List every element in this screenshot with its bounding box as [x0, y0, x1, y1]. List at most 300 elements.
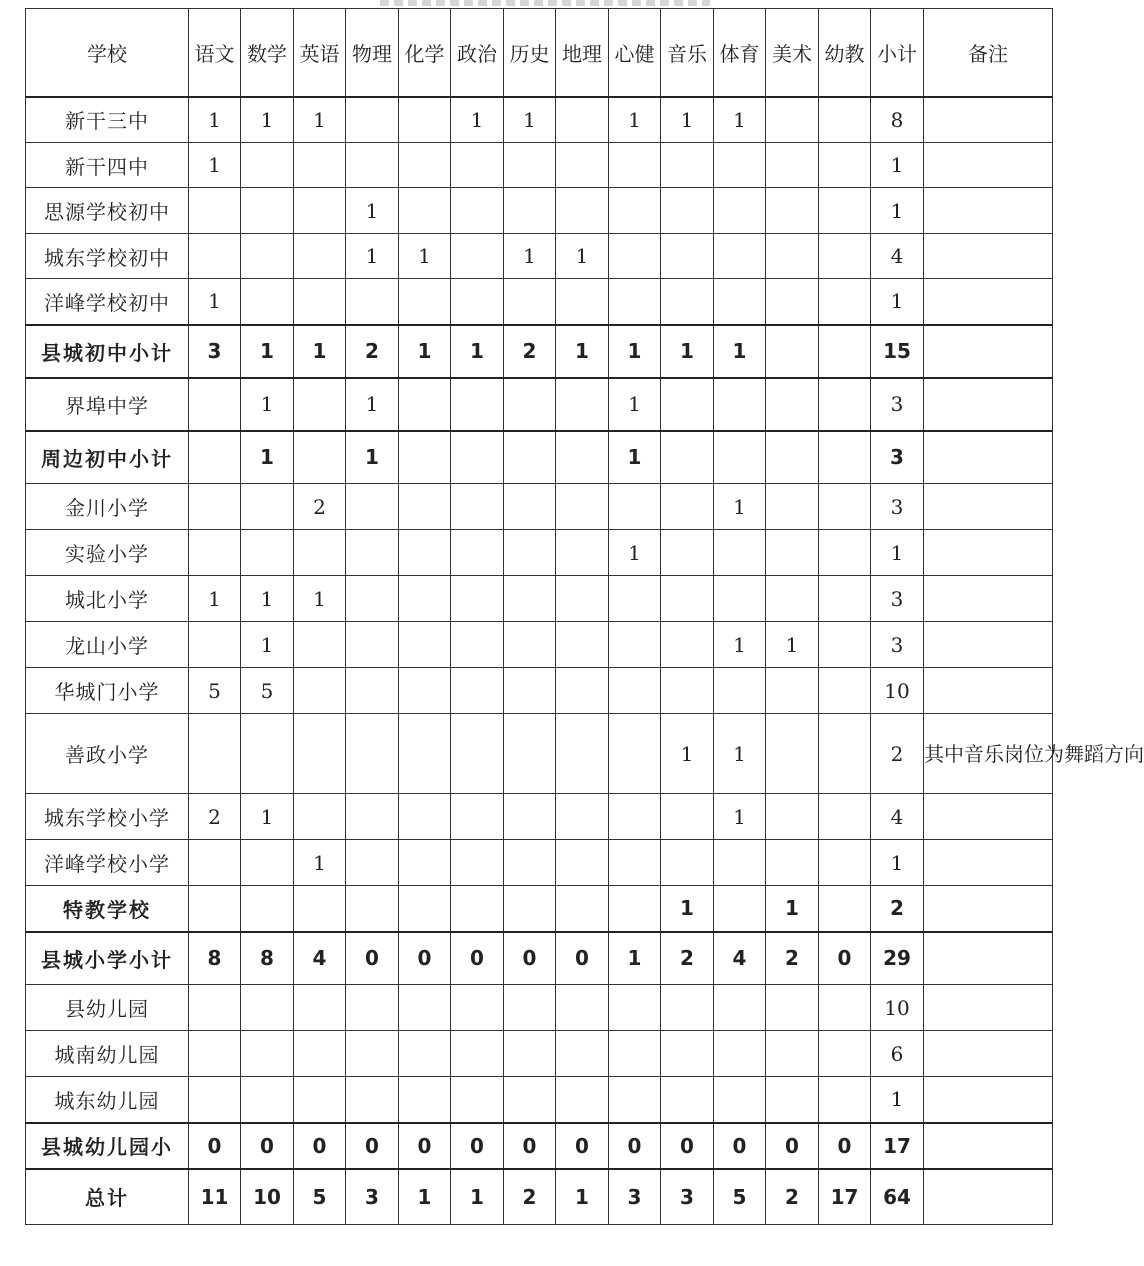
count-cell [556, 622, 609, 668]
table-row [26, 530, 1053, 576]
count-cell: 5 [189, 668, 241, 714]
count-cell [766, 143, 819, 188]
count-cell [661, 1077, 714, 1123]
table-row [26, 1031, 1053, 1077]
count-cell [294, 794, 346, 840]
count-cell: 1 [451, 97, 504, 143]
count-cell: 11 [189, 1169, 241, 1225]
count-cell [556, 794, 609, 840]
count-cell [556, 484, 609, 530]
count-cell [451, 188, 504, 234]
count-cell [661, 484, 714, 530]
count-cell [294, 1031, 346, 1077]
count-cell [766, 530, 819, 576]
remark-cell [924, 576, 1053, 622]
column-header: 物理 [346, 9, 399, 97]
count-cell [451, 886, 504, 932]
count-cell [661, 431, 714, 484]
subtotal-cell: 4 [871, 794, 924, 840]
count-cell [294, 188, 346, 234]
count-cell [766, 576, 819, 622]
count-cell [766, 188, 819, 234]
school-name-cell: 县幼儿园 [26, 985, 189, 1031]
count-cell: 1 [241, 576, 294, 622]
count-cell: 1 [609, 932, 661, 985]
subtotal-cell: 2 [871, 886, 924, 932]
count-cell [714, 279, 766, 325]
table-row [26, 794, 1053, 840]
count-cell [346, 840, 399, 886]
table-row [26, 622, 1053, 668]
count-cell [556, 143, 609, 188]
count-cell [661, 1031, 714, 1077]
subtotal-row [26, 932, 1053, 985]
count-cell: 0 [556, 1123, 609, 1169]
count-cell [399, 431, 451, 484]
count-cell [661, 378, 714, 431]
count-cell [399, 668, 451, 714]
subtotal-row [26, 325, 1053, 378]
column-header: 备注 [924, 9, 1053, 97]
count-cell [346, 484, 399, 530]
count-cell [504, 714, 556, 794]
count-cell: 0 [609, 1123, 661, 1169]
count-cell [399, 188, 451, 234]
count-cell [609, 484, 661, 530]
remark-cell [924, 840, 1053, 886]
count-cell [294, 234, 346, 279]
subtotal-cell: 1 [871, 530, 924, 576]
count-cell: 2 [294, 484, 346, 530]
subtotal-cell: 10 [871, 985, 924, 1031]
remark-cell [924, 325, 1053, 378]
count-cell [189, 234, 241, 279]
remark-cell [924, 378, 1053, 431]
count-cell: 1 [189, 576, 241, 622]
count-cell [609, 188, 661, 234]
count-cell [819, 576, 871, 622]
count-cell [556, 1077, 609, 1123]
count-cell [556, 886, 609, 932]
school-name-cell: 特教学校 [26, 886, 189, 932]
count-cell [294, 143, 346, 188]
remark-cell [924, 484, 1053, 530]
subtotal-cell: 10 [871, 668, 924, 714]
subtotal-cell: 1 [871, 279, 924, 325]
remark-cell [924, 1169, 1053, 1225]
count-cell [346, 97, 399, 143]
count-cell: 1 [504, 97, 556, 143]
column-header: 幼教 [819, 9, 871, 97]
count-cell [189, 378, 241, 431]
school-name-cell: 城东学校小学 [26, 794, 189, 840]
count-cell [189, 188, 241, 234]
table-row [26, 143, 1053, 188]
count-cell: 1 [609, 325, 661, 378]
count-cell [609, 234, 661, 279]
count-cell: 1 [241, 622, 294, 668]
count-cell: 0 [399, 1123, 451, 1169]
column-header: 历史 [504, 9, 556, 97]
count-cell [346, 794, 399, 840]
count-cell: 1 [241, 794, 294, 840]
subtotal-cell: 1 [871, 840, 924, 886]
count-cell [451, 622, 504, 668]
count-cell [189, 840, 241, 886]
count-cell [661, 668, 714, 714]
school-name-cell: 华城门小学 [26, 668, 189, 714]
count-cell [556, 985, 609, 1031]
count-cell [504, 668, 556, 714]
subtotal-row [26, 1123, 1053, 1169]
school-name-cell: 城南幼儿园 [26, 1031, 189, 1077]
count-cell [451, 484, 504, 530]
school-name-cell: 洋峰学校小学 [26, 840, 189, 886]
count-cell [189, 1077, 241, 1123]
count-cell: 1 [766, 622, 819, 668]
count-cell [714, 530, 766, 576]
school-name-cell: 城北小学 [26, 576, 189, 622]
count-cell [399, 143, 451, 188]
table-row [26, 714, 1053, 794]
count-cell [294, 714, 346, 794]
count-cell [346, 530, 399, 576]
school-name-cell: 界埠中学 [26, 378, 189, 431]
count-cell [504, 886, 556, 932]
count-cell [556, 431, 609, 484]
count-cell: 1 [661, 97, 714, 143]
subtotal-cell: 64 [871, 1169, 924, 1225]
subtotal-cell: 3 [871, 378, 924, 431]
school-name-cell: 金川小学 [26, 484, 189, 530]
subtotal-cell: 3 [871, 622, 924, 668]
count-cell: 1 [504, 234, 556, 279]
count-cell [241, 234, 294, 279]
remark-cell: 其中音乐岗位为舞蹈方向 [924, 714, 1053, 794]
count-cell [714, 886, 766, 932]
count-cell: 3 [609, 1169, 661, 1225]
count-cell: 1 [399, 325, 451, 378]
count-cell [766, 325, 819, 378]
school-name-cell: 洋峰学校初中 [26, 279, 189, 325]
count-cell [661, 985, 714, 1031]
count-cell [714, 378, 766, 431]
count-cell [556, 378, 609, 431]
cropped-title-remnant [380, 0, 710, 6]
subtotal-cell: 29 [871, 932, 924, 985]
remark-cell [924, 530, 1053, 576]
count-cell [189, 886, 241, 932]
count-cell: 1 [399, 1169, 451, 1225]
count-cell: 1 [346, 378, 399, 431]
count-cell [241, 714, 294, 794]
column-header: 小计 [871, 9, 924, 97]
count-cell: 1 [714, 622, 766, 668]
count-cell [451, 234, 504, 279]
count-cell [766, 668, 819, 714]
count-cell [294, 431, 346, 484]
count-cell [504, 378, 556, 431]
count-cell [241, 840, 294, 886]
count-cell [766, 1077, 819, 1123]
school-name-cell: 新干三中 [26, 97, 189, 143]
subtotal-cell: 3 [871, 576, 924, 622]
count-cell: 1 [241, 431, 294, 484]
count-cell [556, 530, 609, 576]
count-cell [241, 1031, 294, 1077]
subtotal-row [26, 431, 1053, 484]
school-name-cell: 新干四中 [26, 143, 189, 188]
count-cell: 5 [241, 668, 294, 714]
count-cell [504, 188, 556, 234]
subtotal-cell: 2 [871, 714, 924, 794]
count-cell [241, 530, 294, 576]
remark-cell [924, 985, 1053, 1031]
count-cell [399, 1031, 451, 1077]
count-cell: 0 [504, 1123, 556, 1169]
count-cell: 0 [819, 1123, 871, 1169]
count-cell [504, 279, 556, 325]
count-cell [819, 840, 871, 886]
count-cell [241, 985, 294, 1031]
school-name-cell: 县城幼儿园小 [26, 1123, 189, 1169]
count-cell [451, 668, 504, 714]
count-cell [661, 143, 714, 188]
column-header: 数学 [241, 9, 294, 97]
count-cell: 1 [556, 1169, 609, 1225]
count-cell [241, 1077, 294, 1123]
count-cell [661, 530, 714, 576]
count-cell: 0 [556, 932, 609, 985]
count-cell [766, 431, 819, 484]
count-cell: 4 [714, 932, 766, 985]
count-cell [294, 1077, 346, 1123]
count-cell: 0 [346, 932, 399, 985]
count-cell: 2 [661, 932, 714, 985]
table-row [26, 97, 1053, 143]
count-cell [451, 1077, 504, 1123]
count-cell: 1 [609, 97, 661, 143]
table-row [26, 668, 1053, 714]
subtotal-cell: 1 [871, 143, 924, 188]
count-cell [609, 668, 661, 714]
count-cell [609, 279, 661, 325]
count-cell [661, 234, 714, 279]
school-name-cell: 实验小学 [26, 530, 189, 576]
count-cell: 1 [346, 234, 399, 279]
subtotal-cell: 1 [871, 188, 924, 234]
count-cell [714, 1077, 766, 1123]
count-cell [346, 279, 399, 325]
count-cell [661, 279, 714, 325]
school-name-cell: 思源学校初中 [26, 188, 189, 234]
remark-cell [924, 668, 1053, 714]
school-name-cell: 龙山小学 [26, 622, 189, 668]
count-cell [714, 1031, 766, 1077]
count-cell [189, 431, 241, 484]
count-cell [241, 484, 294, 530]
column-header: 心健 [609, 9, 661, 97]
count-cell [399, 378, 451, 431]
count-cell [294, 279, 346, 325]
count-cell [766, 484, 819, 530]
count-cell [451, 714, 504, 794]
count-cell [399, 622, 451, 668]
count-cell [556, 668, 609, 714]
count-cell [294, 378, 346, 431]
count-cell [294, 985, 346, 1031]
count-cell: 5 [714, 1169, 766, 1225]
count-cell: 1 [346, 188, 399, 234]
count-cell: 5 [294, 1169, 346, 1225]
count-cell [241, 143, 294, 188]
count-cell: 0 [714, 1123, 766, 1169]
count-cell [346, 668, 399, 714]
count-cell [661, 576, 714, 622]
count-cell [766, 378, 819, 431]
remark-cell [924, 279, 1053, 325]
count-cell: 8 [241, 932, 294, 985]
count-cell: 1 [714, 325, 766, 378]
count-cell: 2 [766, 932, 819, 985]
remark-cell [924, 622, 1053, 668]
count-cell [556, 714, 609, 794]
count-cell: 0 [241, 1123, 294, 1169]
table-row [26, 279, 1053, 325]
count-cell [819, 143, 871, 188]
count-cell [819, 714, 871, 794]
subtotal-cell: 3 [871, 431, 924, 484]
count-cell [189, 1031, 241, 1077]
count-cell: 1 [609, 530, 661, 576]
count-cell [819, 431, 871, 484]
count-cell [609, 576, 661, 622]
count-cell [399, 484, 451, 530]
count-cell: 1 [714, 714, 766, 794]
count-cell: 1 [189, 143, 241, 188]
count-cell: 10 [241, 1169, 294, 1225]
count-cell [714, 234, 766, 279]
count-cell [504, 840, 556, 886]
count-cell: 1 [766, 886, 819, 932]
count-cell: 1 [294, 840, 346, 886]
count-cell [399, 1077, 451, 1123]
remark-cell [924, 234, 1053, 279]
count-cell [819, 530, 871, 576]
table-row [26, 1077, 1053, 1123]
count-cell [609, 886, 661, 932]
count-cell [504, 1077, 556, 1123]
count-cell [714, 840, 766, 886]
table-body [26, 97, 1144, 1225]
count-cell [556, 576, 609, 622]
subtotal-cell: 15 [871, 325, 924, 378]
count-cell [451, 530, 504, 576]
remark-cell [924, 1077, 1053, 1123]
subtotal-cell: 17 [871, 1123, 924, 1169]
count-cell [819, 378, 871, 431]
subtotal-cell: 6 [871, 1031, 924, 1077]
count-cell: 0 [766, 1123, 819, 1169]
count-cell: 1 [294, 97, 346, 143]
count-cell [766, 840, 819, 886]
count-cell [819, 188, 871, 234]
subtotal-cell: 1 [871, 1077, 924, 1123]
count-cell [399, 714, 451, 794]
count-cell: 1 [609, 431, 661, 484]
count-cell [819, 97, 871, 143]
count-cell [766, 714, 819, 794]
count-cell: 1 [241, 97, 294, 143]
count-cell [819, 985, 871, 1031]
count-cell [609, 794, 661, 840]
count-cell: 1 [399, 234, 451, 279]
count-cell: 1 [451, 1169, 504, 1225]
count-cell [399, 886, 451, 932]
column-header: 语文 [189, 9, 241, 97]
count-cell: 0 [819, 932, 871, 985]
count-cell: 0 [661, 1123, 714, 1169]
count-cell: 1 [661, 325, 714, 378]
count-cell [399, 530, 451, 576]
table-row [26, 234, 1053, 279]
count-cell [451, 840, 504, 886]
column-header: 政治 [451, 9, 504, 97]
count-cell: 2 [766, 1169, 819, 1225]
count-cell [451, 1031, 504, 1077]
remark-cell [924, 1123, 1053, 1169]
table-row [26, 188, 1053, 234]
count-cell [189, 714, 241, 794]
count-cell [556, 188, 609, 234]
count-cell: 0 [451, 932, 504, 985]
count-cell [346, 886, 399, 932]
count-cell [346, 1031, 399, 1077]
teacher-recruitment-table [25, 8, 1144, 1225]
count-cell [451, 794, 504, 840]
count-cell [766, 794, 819, 840]
count-cell [399, 97, 451, 143]
count-cell [504, 1031, 556, 1077]
count-cell [294, 530, 346, 576]
school-name-cell: 总计 [26, 1169, 189, 1225]
column-header: 化学 [399, 9, 451, 97]
column-header: 英语 [294, 9, 346, 97]
count-cell [504, 622, 556, 668]
count-cell [504, 985, 556, 1031]
table-row [26, 378, 1053, 431]
count-cell: 0 [189, 1123, 241, 1169]
table-row [26, 985, 1053, 1031]
count-cell: 2 [189, 794, 241, 840]
count-cell [609, 143, 661, 188]
table-row [26, 484, 1053, 530]
count-cell: 1 [189, 279, 241, 325]
count-cell [504, 484, 556, 530]
count-cell: 1 [294, 576, 346, 622]
count-cell [609, 985, 661, 1031]
count-cell [661, 188, 714, 234]
header-row [26, 9, 1053, 97]
count-cell [661, 840, 714, 886]
count-cell [399, 279, 451, 325]
count-cell [609, 1031, 661, 1077]
count-cell [294, 622, 346, 668]
count-cell: 3 [346, 1169, 399, 1225]
count-cell [714, 668, 766, 714]
count-cell: 1 [714, 794, 766, 840]
count-cell [661, 794, 714, 840]
